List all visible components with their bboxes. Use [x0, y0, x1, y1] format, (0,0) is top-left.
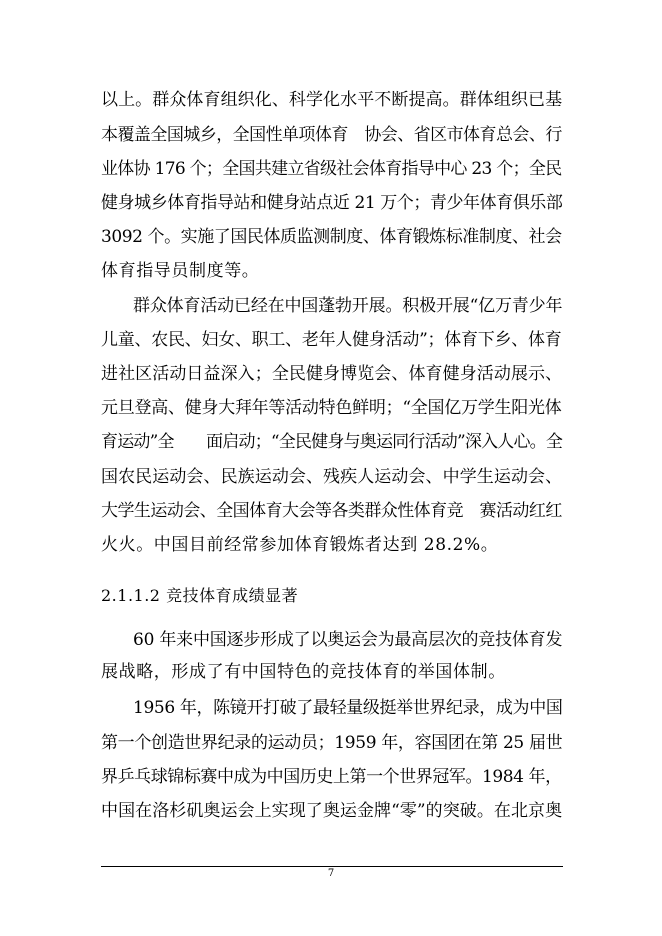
paragraph-1-line-3: 业体协 176 个；全国共建立省级社会体育指导中心 23 个；全民	[101, 159, 562, 179]
page-number: 7	[327, 868, 335, 879]
paragraph-4-line-3: 界乒乓球锦标赛中成为中国历史上第一个世界冠军。1984 年，	[101, 767, 562, 787]
paragraph-2-line-4: 元旦登高、健身大拜年等活动特色鲜明；“全国亿万学生阳光体	[101, 398, 562, 418]
paragraph-2-line-8: 火火。中国目前经常参加体育锻炼者达到 28.2%。	[101, 535, 499, 555]
paragraph-2-line-5: 育运动”全 面启动；“全民健身与奥运同行活动”深入人心。全	[101, 432, 563, 452]
paragraph-2-line-6: 国农民运动会、民族运动会、残疾人运动会、中学生运动会、	[101, 467, 563, 487]
paragraph-2-line-7: 大学生运动会、全国体育大会等各类群众性体育竞 赛活动红红	[101, 501, 562, 521]
section-heading: 2.1.1.2 竞技体育成绩显著	[101, 586, 299, 605]
paragraph-4-line-4: 中国在洛杉矶奥运会上实现了奥运金牌“零”的突破。在北京奥	[101, 801, 563, 821]
paragraph-1-line-1: 以上。群众体育组织化、科学化水平不断提高。群体组织已基	[101, 90, 563, 110]
paragraph-1-line-6: 体育指导员制度等。	[101, 261, 260, 281]
footer-divider	[101, 866, 563, 867]
paragraph-4-line-1: 1956 年，陈镜开打破了最轻量级挺举世界纪录，成为中国	[133, 698, 563, 718]
paragraph-3-line-2: 展战略，形成了有中国特色的竞技体育的举国体制。	[101, 662, 506, 682]
paragraph-2-line-3: 进社区活动日益深入；全民健身博览会、体育健身活动展示、	[101, 364, 563, 384]
paragraph-3-line-1: 60 年来中国逐步形成了以奥运会为最高层次的竞技体育发	[133, 630, 563, 650]
paragraph-1-line-2: 本覆盖全国城乡，全国性单项体育 协会、省区市体育总会、行	[101, 125, 562, 145]
paragraph-1-line-5: 3092 个。实施了国民体质监测制度、体育锻炼标准制度、社会	[101, 227, 562, 247]
paragraph-4-line-2: 第一个创造世界纪录的运动员；1959 年，容国团在第 25 届世	[101, 733, 563, 753]
paragraph-2-line-2: 儿童、农民、妇女、职工、老年人健身活动”；体育下乡、体育	[101, 330, 562, 350]
paragraph-2-line-1: 群众体育活动已经在中国蓬勃开展。积极开展“亿万青少年	[133, 296, 563, 316]
paragraph-1-line-4: 健身城乡体育指导站和健身站点近 21 万个；青少年体育俱乐部	[101, 193, 563, 213]
